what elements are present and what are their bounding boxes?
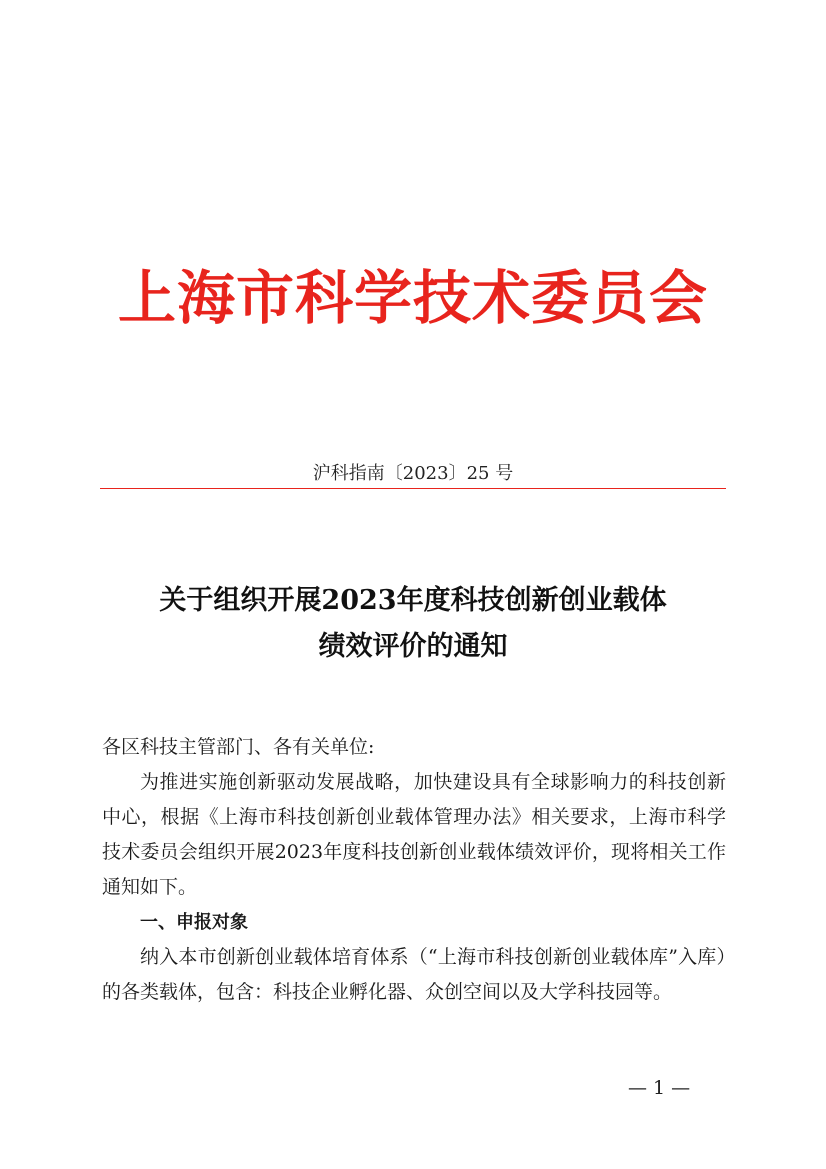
paragraph-applicants: 纳入本市创新创业载体培育体系（“上海市科技创新创业载体库”入库）的各类载体，包含：科技企业孵化器、众创空间以及大学科技园等。 [102, 946, 726, 1003]
red-divider-line [100, 488, 726, 489]
section-heading-applicants: 一、申报对象 [140, 912, 248, 933]
issuer-masthead: 上海市科学技术委员会 [117, 264, 708, 332]
page-number: — 1 — [628, 1077, 691, 1099]
notice-title-line-1: 关于组织开展2023年度科技创新创业载体 [159, 585, 667, 616]
document-number: 沪科指南〔2023〕25 号 [312, 463, 514, 484]
salutation: 各区科技主管部门、各有关单位: [102, 736, 375, 758]
notice-body [102, 730, 726, 1010]
notice-title-line-2: 绩效评价的通知 [318, 631, 508, 662]
notice-title [0, 578, 826, 670]
paragraph-intro: 为推进实施创新驱动发展战略，加快建设具有全球影响力的科技创新中心，根据《上海市科技创新创业载体管理办法》相关要求，上海市科学技术委员会组织开展2023年度科技创新创业载体绩效评价，现将相关工作通知如下。 [102, 771, 726, 898]
